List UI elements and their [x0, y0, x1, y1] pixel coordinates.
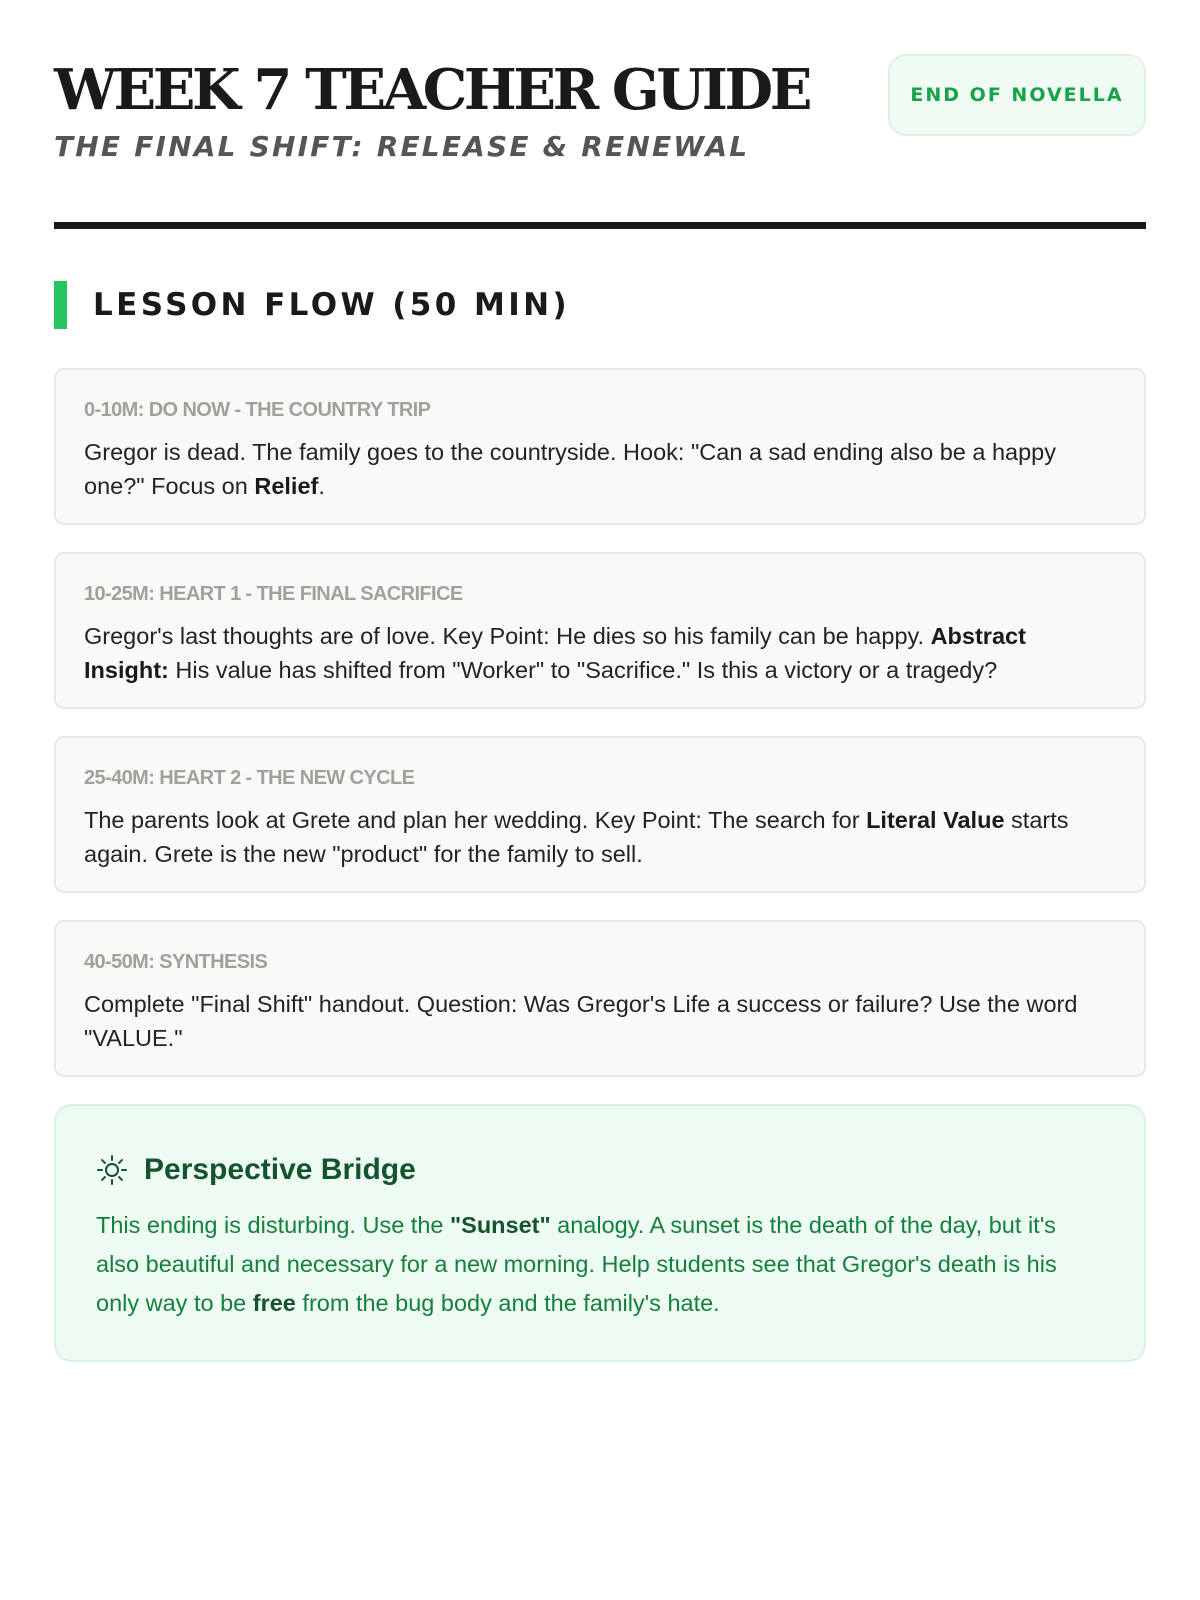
lesson-card-label: 40-50M: SYNTHESIS — [84, 951, 268, 973]
end-of-novella-badge: END OF NOVELLA — [888, 54, 1146, 136]
lesson-card-label: 10-25M: HEART 1 - THE FINAL SACRIFICE — [84, 583, 463, 605]
lesson-card-label: 0-10M: DO NOW - THE COUNTRY TRIP — [84, 399, 431, 421]
section-title: LESSON FLOW (50 MIN) — [93, 287, 571, 323]
lesson-flow-heading — [54, 281, 1146, 329]
lesson-card-heart-2 — [54, 736, 1146, 893]
page-header — [54, 0, 1146, 170]
lesson-card-text: Gregor's last thoughts are of love. Key Point: He dies so his family can be happy. Abstract Insight: His value has shifted from "Worker" to "Sacrifice." Is this a victory or a tragedy? — [84, 623, 1026, 683]
lesson-card-text: Complete "Final Shift" handout. Question: Was Gregor's Life a success or failure? Use the word "VALUE." — [84, 991, 1078, 1051]
lesson-card-do-now — [54, 368, 1146, 525]
perspective-bridge-title: Perspective Bridge — [144, 1153, 416, 1186]
lesson-flow-cards — [54, 368, 1146, 1077]
page-title: WEEK 7 TEACHER GUIDE — [54, 57, 809, 123]
perspective-bridge-header — [96, 1150, 1104, 1190]
page-subtitle: THE FINAL SHIFT: RELEASE & RENEWAL — [54, 130, 750, 163]
section-accent-bar — [54, 281, 67, 329]
lesson-card-heart-1 — [54, 552, 1146, 709]
perspective-bridge-text: This ending is disturbing. Use the "Sunset" analogy. A sunset is the death of the day, but it's also beautiful and necessary for a new morning. Help students see that Gregor's death is his only way to be free from the bug body and the family's hate. — [96, 1212, 1057, 1316]
lesson-card-synthesis — [54, 920, 1146, 1077]
header-divider — [54, 222, 1146, 229]
perspective-bridge-callout — [54, 1104, 1146, 1362]
lesson-card-text: The parents look at Grete and plan her wedding. Key Point: The search for Literal Value starts again. Grete is the new "product" for the family to sell. — [84, 807, 1069, 867]
sun-icon — [96, 1154, 128, 1186]
lesson-card-label: 25-40M: HEART 2 - THE NEW CYCLE — [84, 767, 415, 789]
lesson-card-text: Gregor is dead. The family goes to the countryside. Hook: "Can a sad ending also be a happy one?" Focus on Relief. — [84, 439, 1056, 499]
